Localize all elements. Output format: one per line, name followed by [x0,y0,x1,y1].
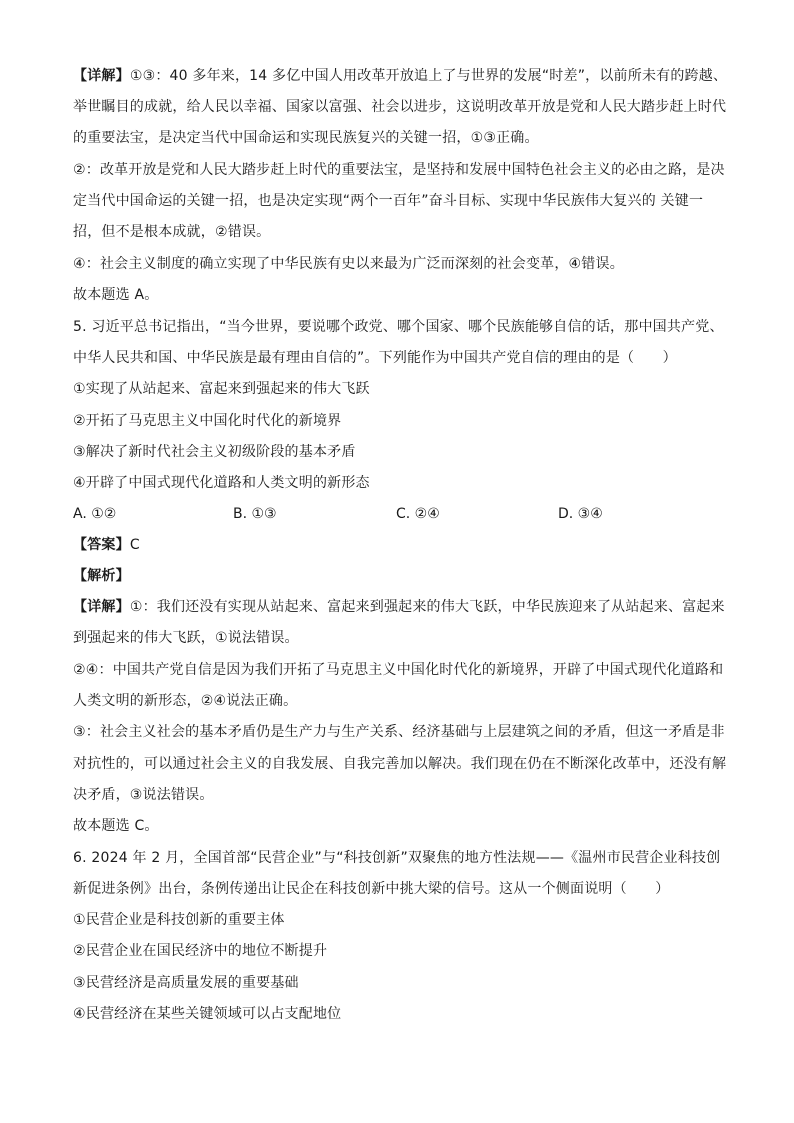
q5-analysis-tag: 【解析】 [73,568,130,584]
q4-detail-line-3: 的重要法宝，是决定当代中国命运和实现民族复兴的关键一招，①③正确。 [73,130,539,146]
q5-answer [73,535,140,555]
q5-item-2: ②开拓了马克思主义中国化时代化的新境界 [73,413,342,429]
q4-detail-line-7: ④：社会主义制度的确立实现了中华民族有史以来最为广泛而深刻的社会变革，④错误。 [73,256,624,272]
detail-tag: 【详解】 [73,599,130,615]
q5-option-d: D. ③④ [558,506,603,522]
q4-detail-line-2: 举世瞩目的成就，给人民以幸福、国家以富强、社会以进步，这说明改革开放是党和人民大踏步赶上时代 [73,99,727,115]
q6-stem-line-2: 新促进条例》出台，条例传递出让民企在科技创新中挑大梁的信号。这从一个侧面说明（ ） [73,881,670,897]
q6-item-3: ③民营经济是高质量发展的重要基础 [73,975,299,991]
q5-option-b: B. ①③ [233,506,277,522]
q5-item-1: ①实现了从站起来、富起来到强起来的伟大飞跃 [73,381,370,397]
q5-detail-line-3: ②④：中国共产党自信是因为我们开拓了马克思主义中国化时代化的新境界，开辟了中国式现代化道路和 [73,662,724,678]
q4-detail-line-4: ②：改革开放是党和人民大踏步赶上时代的重要法宝，是坚持和发展中国特色社会主义的必由之路，是决 [73,162,725,178]
q5-item-4: ④开辟了中国式现代化道路和人类文明的新形态 [73,475,370,491]
q5-detail-line-5: ③：社会主义社会的基本矛盾仍是生产力与生产关系、经济基础与上层建筑之间的矛盾，但这一矛盾是非 [73,724,725,740]
detail-tag: 【详解】 [73,68,130,84]
q5-stem-line-2: 中华人民共和国、中华民族是最有理由自信的”。下列能作为中国共产党自信的理由的是（ ） [73,350,677,366]
answer-value: C [129,537,140,553]
q5-detail-line-1: 【详解】①：我们还没有实现从站起来、富起来到强起来的伟大飞跃，中华民族迎来了从站起来、富起来 [73,599,725,615]
q5-detail-line-6: 对抗性的，可以通过社会主义的自我发展、自我完善加以解决。我们现在仍在不断深化改革中，还没有解 [73,756,727,772]
q5-stem-line-1: 5. 习近平总书记指出，“当今世界，要说哪个政党、哪个国家、哪个民族能够自信的话，那中国共产党、 [73,319,724,335]
q5-detail-line-4: 人类文明的新形态，②④说法正确。 [73,693,298,709]
q4-conclusion: 故本题选 A。 [73,287,159,303]
answer-tag: 【答案】 [73,537,130,553]
q6-item-2: ②民营企业在国民经济中的地位不断提升 [73,943,328,959]
q6-stem-line-1: 6. 2024 年 2 月，全国首部“民营企业”与“科技创新”双聚焦的地方性法规——《温州市民营企业科技创 [73,850,721,866]
q5-detail-line-7: 决矛盾，③说法错误。 [73,787,214,803]
q5-option-c: C. ②④ [396,506,440,522]
q4-detail-line-5: 定当代中国命运的关键一招，也是决定实现“两个一百年”奋斗目标、实现中华民族伟大复兴的 关键一 [73,193,704,209]
q5-detail-line-2: 到强起来的伟大飞跃，①说法错误。 [73,630,299,646]
q6-item-4: ④民营经济在某些关键领域可以占支配地位 [73,1006,342,1022]
q4-detail-line-1: 【详解】①③：40 多年来，14 多亿中国人用改革开放追上了与世界的发展“时差”，以前所未有的跨越、 [73,68,728,84]
q5-option-a: A. ①② [73,506,117,522]
q4-detail-line-6: 招，但不是根本成就，②错误。 [73,224,271,240]
q5-item-3: ③解决了新时代社会主义初级阶段的基本矛盾 [73,444,356,460]
q5-conclusion: 故本题选 C。 [73,818,159,834]
q6-item-1: ①民营企业是科技创新的重要主体 [73,912,285,928]
